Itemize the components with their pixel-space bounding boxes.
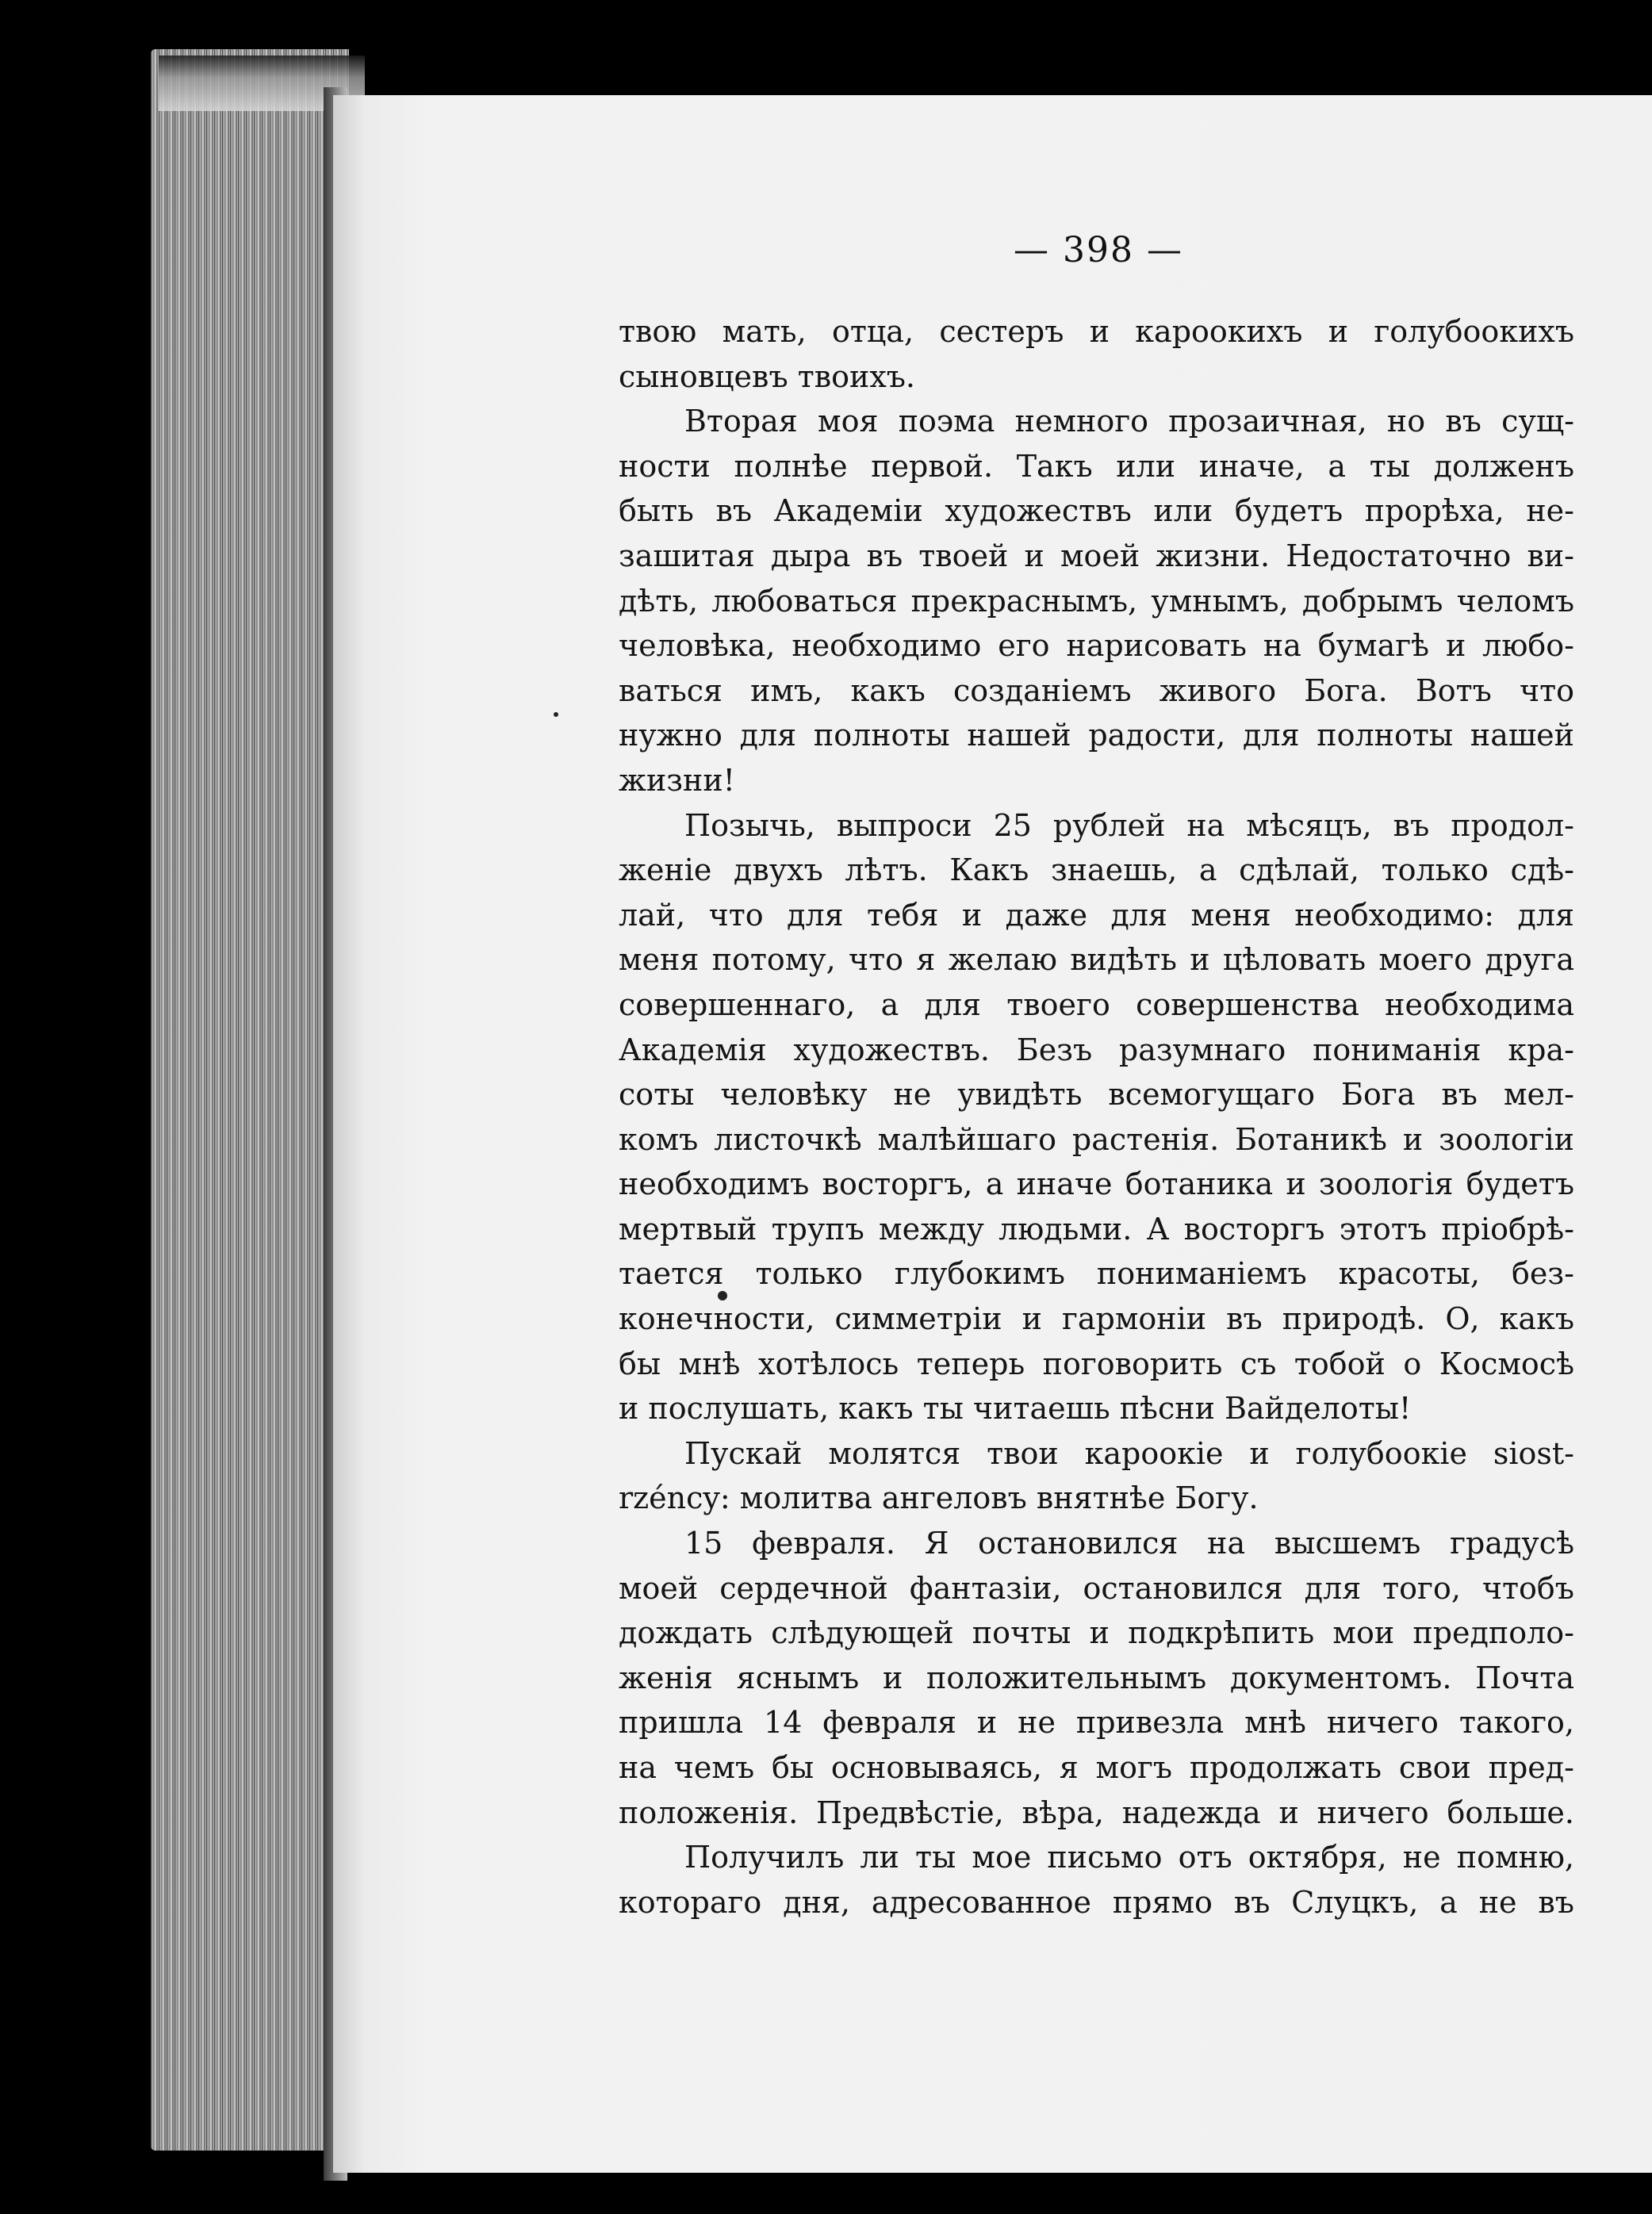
text-line: соты человѣку не увидѣть всемогущаго Бога въ мел- <box>619 1077 1574 1113</box>
text-line: человѣка, необходимо его нарисовать на бумагѣ и любо- <box>619 628 1574 664</box>
book-page-edges <box>151 49 349 2151</box>
text-line: лай, что для тебя и даже для меня необходимо: для <box>619 897 1574 933</box>
text-line: на чемъ бы основываясь, я могъ продолжать свои пред- <box>619 1750 1574 1785</box>
text-line: дождать слѣдующей почты и подкрѣпить мои предполо- <box>619 1615 1574 1651</box>
text-line: Получилъ ли ты мое письмо отъ октября, не помню, <box>684 1840 1574 1875</box>
text-line: пришла 14 февраля и не привезла мнѣ ничего такого, <box>619 1705 1574 1741</box>
text-line: необходимъ восторгъ, а иначе ботаника и зоологія будетъ <box>619 1166 1574 1202</box>
text-line: дѣть, любоваться прекраснымъ, умнымъ, добрымъ челомъ <box>619 583 1574 619</box>
page-number: — 398 — <box>1014 230 1183 270</box>
text-line: комъ листочкѣ малѣйшаго растенія. Ботаникѣ и зоологіи <box>619 1121 1574 1157</box>
text-line: положенія. Предвѣстіе, вѣра, надежда и ничего больше. <box>619 1795 1574 1830</box>
text-line: котораго дня, адресованное прямо въ Слуцкъ, а не въ <box>619 1884 1574 1920</box>
text-line: бы мнѣ хотѣлось теперь поговорить съ тобой о Космосѣ <box>619 1346 1574 1381</box>
text-line: Позычь, выпроси 25 рублей на мѣсяцъ, въ продол- <box>684 807 1574 843</box>
text-line: совершеннаго, а для твоего совершенства необходима <box>619 986 1574 1022</box>
text-line: меня потому, что я желаю видѣть и цѣловать моего друга <box>619 942 1574 978</box>
text-line: тается только глубокимъ пониманіемъ красоты, без- <box>619 1256 1574 1292</box>
text-line: женія яснымъ и положительнымъ документомъ. Почта <box>619 1660 1574 1695</box>
text-line: ваться имъ, какъ созданіемъ живого Бога. Вотъ что <box>619 672 1574 708</box>
text-line: сыновцевъ твоихъ. <box>619 358 916 394</box>
text-line: конечности, симметріи и гармоніи въ природѣ. О, какъ <box>619 1301 1574 1337</box>
text-line: зашитая дыра въ твоей и моей жизни. Недостаточно ви- <box>619 538 1574 573</box>
text-line: Академія художествъ. Безъ разумнаго пониманія кра- <box>619 1032 1574 1067</box>
body-text <box>619 309 1574 1925</box>
text-line: rzéncy: молитва ангеловъ внятнѣе Богу. <box>619 1480 1259 1516</box>
scan-speck <box>718 1291 727 1300</box>
text-line: женіе двухъ лѣтъ. Какъ знаешь, а сдѣлай, только сдѣ- <box>619 852 1574 888</box>
text-line: жизни! <box>619 762 735 798</box>
text-line: твою мать, отца, сестеръ и кароокихъ и голубоокихъ <box>619 314 1574 349</box>
text-line: нужно для полноты нашей радости, для полноты нашей <box>619 718 1574 753</box>
text-line: 15 февраля. Я остановился на высшемъ градусѣ <box>684 1526 1574 1561</box>
text-line: моей сердечной фантазіи, остановился для того, чтобъ <box>619 1570 1574 1606</box>
text-line: ности полнѣе первой. Такъ или иначе, а ты долженъ <box>619 448 1574 484</box>
text-line: и послушать, какъ ты читаешь пѣсни Вайделоты! <box>619 1391 1412 1427</box>
text-line: быть въ Академіи художествъ или будетъ прорѣха, не- <box>619 493 1574 529</box>
scan-speck <box>554 712 558 717</box>
text-line: Вторая моя поэма немного прозаичная, но въ сущ- <box>684 404 1574 439</box>
text-line: мертвый трупъ между людьми. А восторгъ этотъ пріобрѣ- <box>619 1211 1574 1247</box>
text-line: Пускай молятся твои кароокіе и голубоокіе siost- <box>684 1435 1574 1471</box>
